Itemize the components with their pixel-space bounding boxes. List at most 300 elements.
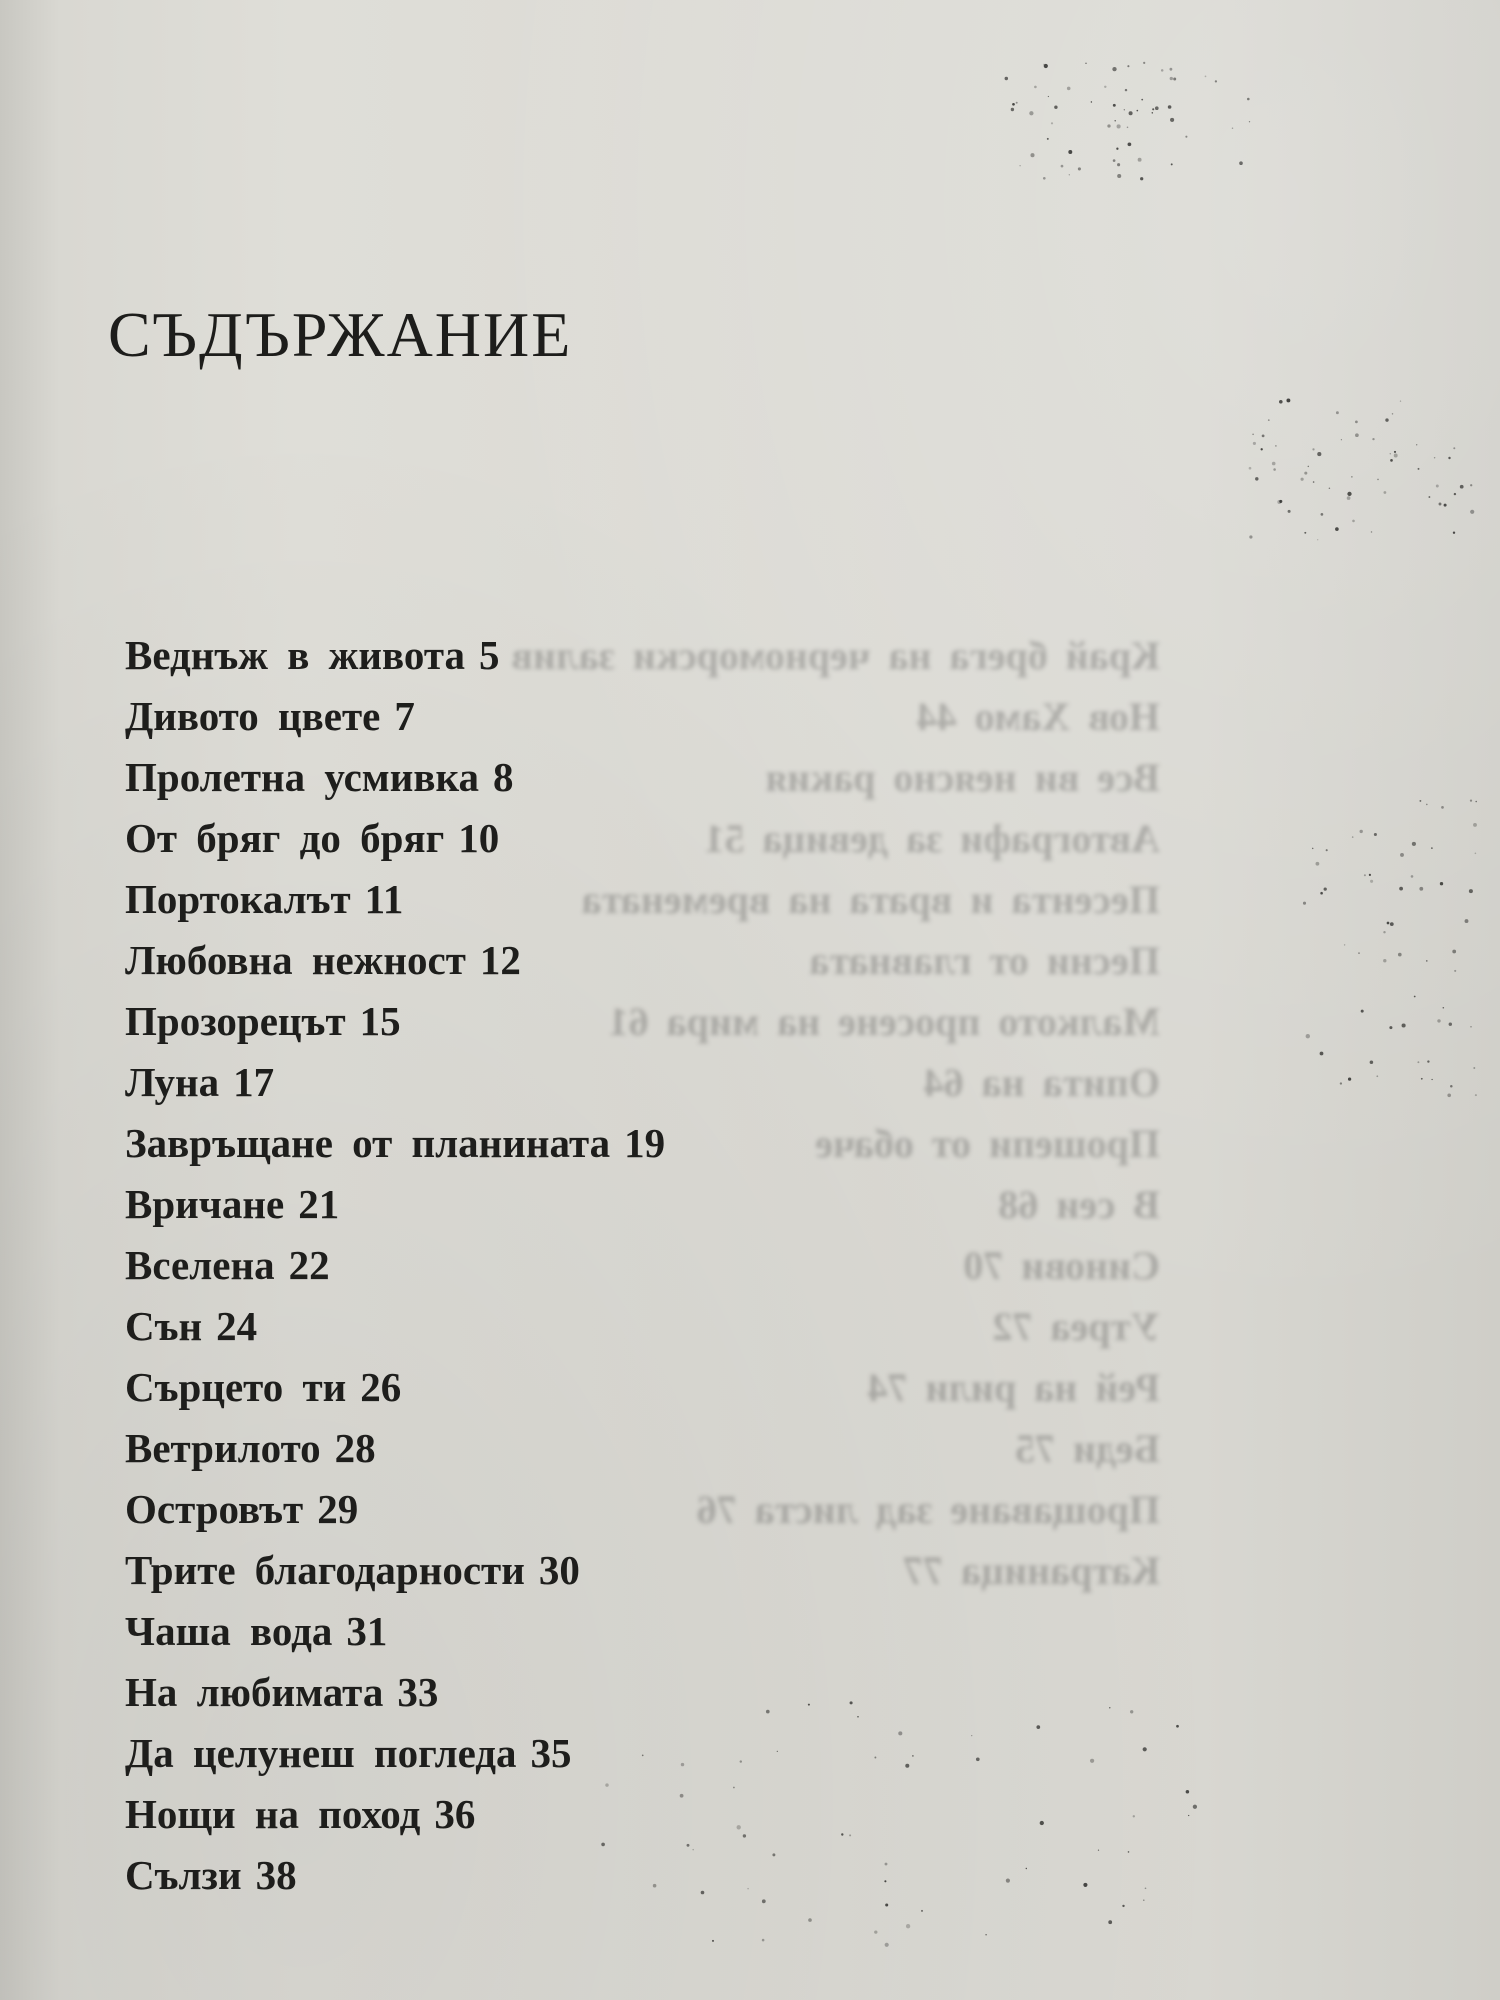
- toc-entry: [125, 869, 665, 930]
- speck: [1303, 902, 1306, 905]
- show-through-line: Автографи за девица 51: [704, 816, 1160, 861]
- speck: [1143, 62, 1145, 64]
- speck: [971, 1735, 972, 1736]
- speck: [1402, 1023, 1406, 1027]
- speck: [1249, 121, 1250, 122]
- speck: [1128, 142, 1132, 146]
- speck: [1239, 161, 1243, 165]
- speck: [1286, 398, 1290, 402]
- show-through-line: Катраница 77: [903, 1548, 1160, 1593]
- toc-entry-page: 22: [288, 1242, 330, 1288]
- speck: [1361, 1010, 1364, 1013]
- speck: [1360, 830, 1363, 833]
- speck: [841, 1833, 843, 1835]
- speck: [884, 1880, 886, 1882]
- speck: [1370, 880, 1373, 883]
- toc-entry-page: 33: [397, 1669, 439, 1715]
- speck: [1428, 496, 1430, 498]
- toc-entry-page: 5: [478, 632, 500, 678]
- speck: [1340, 1082, 1342, 1084]
- speck: [1012, 103, 1015, 106]
- show-through-line: Рей на рили 74: [867, 1365, 1160, 1410]
- show-through-line: Край брега на черноморски залив: [511, 633, 1160, 678]
- speck: [1116, 148, 1118, 150]
- speck: [874, 1930, 877, 1933]
- speck: [1090, 1759, 1094, 1763]
- speck: [1329, 488, 1331, 490]
- speck: [1122, 1905, 1124, 1907]
- speck: [1117, 163, 1120, 166]
- toc-entry-title: Веднъж в живота: [125, 632, 465, 678]
- speck: [1437, 1019, 1440, 1022]
- show-through-line: Песни от главната: [809, 938, 1160, 983]
- speck: [885, 1863, 888, 1866]
- speck: [1352, 520, 1355, 523]
- speck: [1470, 1026, 1472, 1028]
- toc-entry: [125, 991, 665, 1052]
- speck: [1452, 950, 1456, 954]
- speck: [1426, 804, 1428, 806]
- speck: [1249, 535, 1252, 538]
- toc-entry-title: Завръщане от планината: [125, 1120, 611, 1166]
- speck: [1351, 476, 1352, 477]
- page-title: СЪДЪРЖАНИЕ: [108, 299, 573, 370]
- show-through-line: Опита на 64: [923, 1060, 1160, 1105]
- speck: [777, 1751, 778, 1752]
- speck: [1383, 959, 1386, 962]
- speck: [1374, 833, 1377, 836]
- speck: [1352, 836, 1354, 838]
- speck: [1034, 86, 1037, 89]
- toc-entry-title: Вселена: [125, 1242, 275, 1288]
- toc-entry-page: 8: [493, 754, 514, 800]
- speck: [1341, 439, 1342, 440]
- speck: [1006, 1879, 1010, 1883]
- speck: [1141, 99, 1143, 101]
- toc-entry-title: Островът: [125, 1486, 304, 1532]
- speck: [1320, 1052, 1324, 1056]
- speck: [1418, 468, 1420, 470]
- speck: [1412, 842, 1416, 846]
- speck: [1304, 472, 1307, 475]
- toc-entry-title: Сън: [125, 1303, 203, 1349]
- toc-entry: [125, 1601, 665, 1662]
- speck: [1067, 87, 1071, 91]
- speck: [1193, 1805, 1197, 1809]
- speck: [1036, 1725, 1040, 1729]
- speck: [701, 1891, 705, 1895]
- toc-entry-title: Трите благодарности: [125, 1547, 525, 1593]
- show-through-line: Прошепи от обаче: [815, 1121, 1160, 1166]
- speck: [1247, 98, 1250, 101]
- toc-entry-page: 10: [458, 815, 500, 861]
- speck: [1043, 64, 1044, 65]
- speck: [1336, 411, 1339, 414]
- toc-entry-page: 19: [624, 1120, 666, 1166]
- speck: [1129, 111, 1133, 115]
- speck: [1113, 159, 1116, 162]
- speck: [1411, 875, 1414, 878]
- speck: [1288, 510, 1291, 513]
- speck: [1078, 167, 1081, 170]
- speck: [1427, 1060, 1429, 1062]
- toc-entry-title: Вричане: [125, 1181, 285, 1227]
- speck: [1170, 118, 1174, 122]
- speck: [1252, 434, 1254, 436]
- speck: [1170, 77, 1173, 80]
- speck: [1107, 124, 1110, 127]
- speck: [1016, 102, 1018, 104]
- speck: [1370, 1061, 1374, 1065]
- speck: [1383, 931, 1385, 933]
- speck: [1400, 853, 1404, 857]
- speck: [1091, 101, 1092, 102]
- show-through-line: Прощаване зад листа 76: [696, 1487, 1160, 1532]
- speck: [912, 1755, 914, 1757]
- speck: [1249, 467, 1252, 470]
- speck: [1262, 435, 1265, 438]
- speck: [1133, 1815, 1135, 1817]
- speck: [1440, 882, 1443, 885]
- speck: [1308, 466, 1310, 468]
- toc-entry-page: 11: [364, 876, 404, 922]
- speck: [1255, 477, 1258, 480]
- speck: [1277, 500, 1281, 504]
- toc-entry-title: Да целунеш погледа: [125, 1730, 517, 1776]
- speck: [1364, 874, 1366, 876]
- speck: [1316, 862, 1320, 866]
- toc-entry-title: Прозорецът: [125, 998, 346, 1044]
- speck: [1431, 847, 1433, 849]
- speck: [1124, 109, 1125, 110]
- speck: [1369, 874, 1371, 876]
- speck: [1005, 77, 1008, 80]
- speck: [740, 1760, 742, 1762]
- toc-entry-page: 15: [359, 998, 401, 1044]
- speck: [985, 1934, 986, 1935]
- speck: [885, 1943, 889, 1947]
- speck: [1261, 448, 1263, 450]
- toc-entry: [125, 1418, 665, 1479]
- speck: [1320, 892, 1323, 895]
- speck: [747, 1888, 749, 1890]
- speck: [1128, 1851, 1130, 1853]
- speck: [1188, 1815, 1189, 1816]
- speck: [1152, 108, 1154, 110]
- speck: [1376, 1075, 1378, 1077]
- speck: [1371, 531, 1372, 532]
- speck: [1470, 484, 1472, 486]
- speck: [1127, 127, 1129, 129]
- toc-entry: [125, 1052, 665, 1113]
- speck: [1347, 496, 1351, 500]
- speck: [1414, 996, 1416, 998]
- speck: [743, 1834, 746, 1837]
- toc-entry: [125, 1479, 665, 1540]
- speck: [885, 1903, 888, 1906]
- speck: [1398, 953, 1402, 957]
- speck: [1431, 1079, 1432, 1080]
- speck: [1279, 500, 1282, 503]
- speck: [762, 1899, 766, 1903]
- toc-entry: [125, 808, 665, 869]
- speck: [1470, 799, 1472, 801]
- speck: [1273, 468, 1276, 471]
- speck: [1400, 400, 1401, 401]
- show-through-line: Малкото просене на мира 61: [608, 999, 1160, 1044]
- speck: [1390, 459, 1393, 462]
- speck: [1335, 527, 1339, 531]
- speck: [1358, 952, 1359, 953]
- speck: [1301, 478, 1304, 481]
- speck: [1186, 1790, 1190, 1794]
- speck: [1011, 108, 1014, 111]
- speck: [850, 1701, 853, 1704]
- show-through-line: Беди 75: [1015, 1426, 1160, 1471]
- speck: [1272, 462, 1276, 466]
- speck: [849, 1834, 851, 1836]
- speck: [1168, 105, 1172, 109]
- speck: [1268, 419, 1270, 421]
- speck: [1473, 823, 1477, 827]
- show-through-line: Все ви неясно ракия: [765, 755, 1160, 800]
- toc-entry-page: 12: [479, 937, 521, 983]
- speck: [1421, 1078, 1423, 1080]
- toc-entry: [125, 930, 665, 991]
- toc-entry-page: 7: [394, 693, 415, 739]
- speck: [1048, 96, 1049, 97]
- toc-entry: [125, 686, 665, 747]
- speck: [1044, 64, 1048, 68]
- speck: [1448, 457, 1450, 459]
- speck: [1030, 153, 1034, 157]
- speck: [1051, 122, 1053, 124]
- speck: [1475, 801, 1477, 803]
- speck: [1068, 150, 1072, 154]
- speck: [1029, 111, 1033, 115]
- speck: [1444, 504, 1447, 507]
- speck: [1355, 433, 1359, 437]
- speck: [1040, 1821, 1044, 1825]
- speck: [1439, 503, 1442, 506]
- speck: [687, 1844, 690, 1847]
- speck: [1114, 120, 1115, 121]
- speck: [1317, 539, 1318, 540]
- speck: [1372, 438, 1374, 440]
- speck: [1145, 1887, 1147, 1889]
- speck: [1453, 447, 1455, 449]
- speck: [1143, 1899, 1144, 1900]
- toc-entry: [125, 1357, 665, 1418]
- speck: [1083, 1883, 1087, 1887]
- speck: [1453, 531, 1455, 533]
- toc-entry-page: 38: [255, 1852, 297, 1898]
- speck: [1434, 457, 1435, 458]
- speck: [766, 1710, 770, 1714]
- toc-entry-page: 24: [216, 1303, 258, 1349]
- speck: [680, 1794, 684, 1798]
- speck: [1108, 1920, 1112, 1924]
- toc-entry: [125, 1296, 665, 1357]
- speck: [921, 1910, 923, 1912]
- speck: [1377, 479, 1379, 481]
- speck: [1109, 1707, 1110, 1708]
- toc-entry-title: Нощи на поход: [125, 1791, 421, 1837]
- speck: [1317, 452, 1321, 456]
- toc-entry-title: Портокалът: [125, 876, 351, 922]
- toc-entry-title: На любимата: [125, 1669, 384, 1715]
- speck: [1390, 922, 1394, 926]
- speck: [1019, 165, 1020, 166]
- speck: [1389, 1026, 1392, 1029]
- toc-entry: [125, 1540, 665, 1601]
- show-through-line: Нов Хамо 44: [916, 694, 1160, 739]
- toc-entry-page: 29: [317, 1486, 359, 1532]
- speck: [1387, 922, 1390, 925]
- speck: [1313, 481, 1315, 483]
- toc-entry-title: Луна: [125, 1059, 220, 1105]
- toc-entry-title: Ветрилото: [125, 1425, 321, 1471]
- toc-entry-page: 21: [298, 1181, 340, 1227]
- speck: [712, 1940, 714, 1942]
- speck: [1312, 448, 1314, 450]
- speck: [1054, 106, 1057, 109]
- toc-entry: [125, 1723, 665, 1784]
- toc-entry-title: Пролетна усмивка: [125, 754, 479, 800]
- table-of-contents: [125, 625, 665, 1906]
- toc-entry-title: Дивото цвете: [125, 693, 381, 739]
- toc-entry: [125, 1845, 665, 1906]
- toc-entry: [125, 1235, 665, 1296]
- speck: [1171, 163, 1173, 165]
- speck: [905, 1764, 909, 1768]
- toc-entry-title: От бряг до бряг: [125, 815, 445, 861]
- speck: [692, 1849, 694, 1851]
- speck: [772, 1853, 775, 1856]
- speck: [1061, 165, 1064, 168]
- toc-entry-title: Любовна нежност: [125, 937, 466, 983]
- speck: [1399, 887, 1403, 891]
- speck: [1279, 400, 1283, 404]
- speck: [1306, 1034, 1310, 1038]
- speck: [1390, 453, 1391, 454]
- speck: [1275, 445, 1277, 447]
- speck: [681, 1763, 684, 1766]
- show-through-line: В сеи 68: [998, 1182, 1160, 1227]
- speck: [1436, 485, 1439, 488]
- speck: [1125, 89, 1127, 91]
- speck: [1205, 76, 1207, 78]
- speck: [1112, 67, 1116, 71]
- speck: [1324, 887, 1327, 890]
- speck: [1176, 1725, 1179, 1728]
- toc-entry-page: 31: [346, 1608, 388, 1654]
- speck: [1426, 960, 1428, 962]
- speck: [1026, 1868, 1027, 1869]
- toc-entry: [125, 1113, 665, 1174]
- speck: [1441, 806, 1444, 809]
- speck: [1355, 421, 1358, 424]
- speck: [1130, 1710, 1133, 1713]
- speck: [1473, 1067, 1475, 1069]
- speck: [906, 1924, 910, 1928]
- speck: [1416, 444, 1417, 445]
- speck: [1104, 86, 1106, 88]
- speck: [1449, 1022, 1452, 1025]
- speck: [1392, 413, 1393, 414]
- toc-entry-page: 28: [334, 1425, 376, 1471]
- toc-entry-page: 30: [538, 1547, 580, 1593]
- speck: [808, 1704, 810, 1706]
- speck: [1326, 849, 1328, 851]
- speck: [1215, 80, 1217, 82]
- speck: [1469, 889, 1473, 893]
- toc-entry: [125, 1784, 665, 1845]
- speck: [1384, 491, 1387, 494]
- speck: [808, 1918, 812, 1922]
- speck: [1137, 110, 1139, 112]
- toc-entry: [125, 625, 665, 686]
- speck: [1454, 493, 1456, 495]
- show-through-line: Утреа 72: [992, 1304, 1160, 1349]
- speck: [737, 1825, 741, 1829]
- speck: [1348, 1077, 1351, 1080]
- speck: [1173, 78, 1176, 81]
- speck: [1043, 177, 1046, 180]
- toc-entry: [125, 1662, 665, 1723]
- toc-entry-page: 17: [233, 1059, 275, 1105]
- speck: [1454, 970, 1456, 972]
- speck: [1117, 124, 1121, 128]
- speck: [857, 1716, 859, 1718]
- toc-entry-page: 35: [530, 1730, 572, 1776]
- speck: [1098, 1850, 1099, 1851]
- speck: [1450, 1085, 1453, 1088]
- speck: [1447, 1093, 1451, 1097]
- speck: [898, 1731, 902, 1735]
- toc-entry: [125, 747, 665, 808]
- toc-entry: [125, 1174, 665, 1235]
- speck: [1394, 451, 1396, 453]
- toc-entry-title: Сълзи: [125, 1852, 242, 1898]
- show-through-line: Синови 70: [963, 1243, 1160, 1288]
- speck: [1347, 492, 1351, 496]
- speck: [1113, 104, 1116, 107]
- speck: [1232, 127, 1233, 128]
- speck: [1460, 485, 1464, 489]
- speck: [1117, 174, 1121, 178]
- speck: [1069, 174, 1070, 175]
- speck: [1394, 454, 1398, 458]
- speck: [1475, 1094, 1477, 1096]
- speck: [1085, 63, 1086, 64]
- speck: [1161, 69, 1164, 72]
- speck: [1127, 65, 1129, 67]
- toc-entry-title: Чаша вода: [125, 1608, 333, 1654]
- speck: [976, 1757, 980, 1761]
- speck: [1185, 136, 1187, 138]
- show-through-line: Песента и врата на времената: [581, 877, 1160, 922]
- speck: [1155, 106, 1159, 110]
- speck: [1170, 68, 1173, 71]
- speck: [1465, 919, 1469, 923]
- toc-entry-title: Сърцето ти: [125, 1364, 347, 1410]
- speck: [874, 1757, 876, 1759]
- toc-entry-page: 26: [360, 1364, 402, 1410]
- speck: [1443, 1007, 1445, 1009]
- speck: [1253, 442, 1256, 445]
- speck: [1047, 138, 1049, 140]
